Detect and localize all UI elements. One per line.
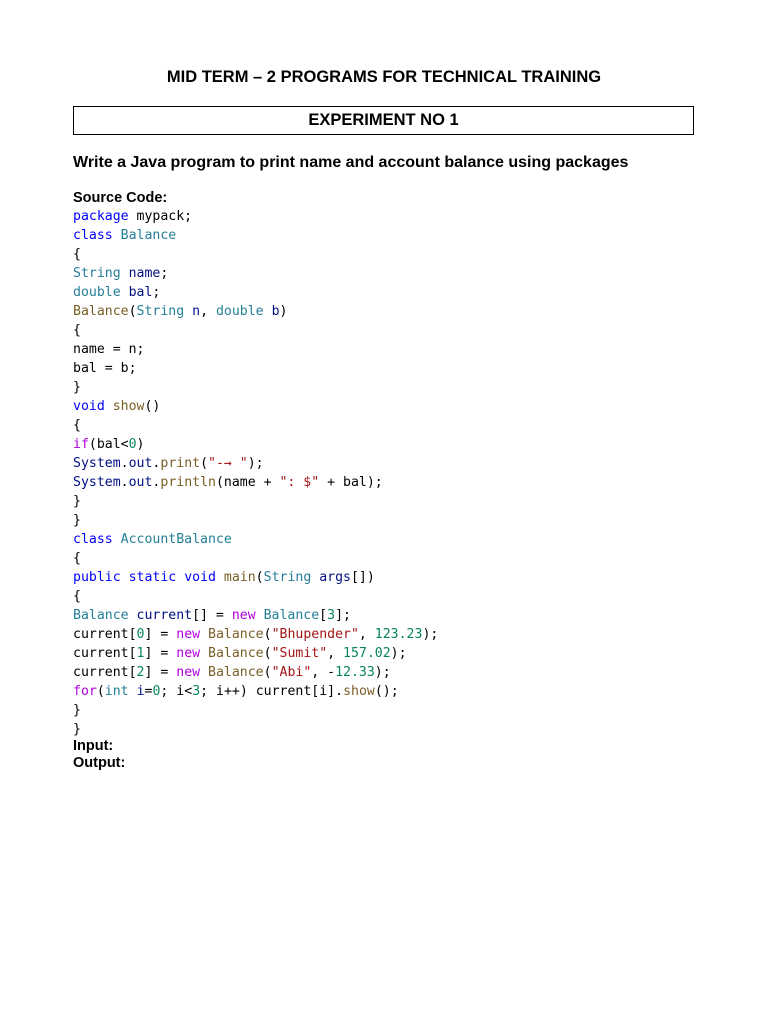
code-line	[73, 283, 438, 302]
code-token: [	[319, 608, 328, 623]
code-token: );	[422, 627, 439, 642]
code-token: [])	[350, 570, 375, 585]
code-line	[73, 530, 438, 549]
code-token: ,	[327, 646, 344, 661]
code-line	[73, 644, 438, 663]
code-token: current[	[73, 646, 137, 661]
code-line	[73, 549, 438, 568]
code-token: (	[96, 684, 105, 699]
code-line	[73, 606, 438, 625]
code-token: (bal<	[88, 437, 129, 452]
code-line	[73, 492, 438, 511]
code-token: bal	[128, 285, 153, 300]
input-label: Input:	[73, 738, 114, 754]
code-line	[73, 226, 438, 245]
code-token: }	[73, 703, 81, 718]
code-token: (	[200, 456, 209, 471]
code-token: println	[160, 475, 216, 490]
code-token: current[	[73, 665, 137, 680]
code-token: Balance	[208, 665, 264, 680]
code-token: int	[104, 684, 129, 699]
code-token: String	[136, 304, 185, 319]
code-token: main	[223, 570, 256, 585]
code-token: =	[144, 684, 153, 699]
code-line	[73, 587, 438, 606]
code-token: .	[152, 456, 161, 471]
code-token: 0	[128, 437, 137, 452]
code-token: )	[136, 437, 145, 452]
code-token: for	[73, 684, 97, 699]
code-block	[73, 207, 438, 739]
code-line	[73, 359, 438, 378]
code-token: ,	[358, 627, 375, 642]
code-token: ,	[200, 304, 216, 319]
code-token: ;	[160, 266, 169, 281]
code-token: .	[120, 475, 129, 490]
code-token: args	[319, 570, 351, 585]
code-token: package	[73, 209, 129, 224]
code-token: ; i++) current[i].	[200, 684, 344, 699]
code-token: new	[176, 646, 201, 661]
code-token: (name +	[215, 475, 280, 490]
code-token: );	[390, 646, 407, 661]
code-token	[113, 228, 121, 243]
code-token: 12.33	[335, 665, 375, 680]
code-token: ] =	[144, 646, 177, 661]
code-token: 0	[136, 627, 145, 642]
code-token	[216, 570, 224, 585]
code-token: );	[247, 456, 264, 471]
code-token: class	[73, 532, 113, 547]
code-token: (	[263, 646, 272, 661]
experiment-heading-box	[73, 106, 694, 135]
code-token: "Abi"	[271, 665, 312, 680]
code-token	[176, 570, 184, 585]
code-token: void	[184, 570, 216, 585]
code-token: 3	[327, 608, 336, 623]
code-line	[73, 321, 438, 340]
code-token: "-→ "	[208, 456, 248, 471]
code-token: if	[73, 437, 89, 452]
code-token: {	[73, 323, 81, 338]
code-token: bal = b;	[73, 361, 137, 376]
code-token: .	[152, 475, 161, 490]
code-token: n	[192, 304, 201, 319]
code-token	[121, 285, 129, 300]
code-token: , -	[311, 665, 336, 680]
code-token: {	[73, 589, 81, 604]
code-token: new	[176, 627, 201, 642]
code-token	[113, 532, 121, 547]
code-token: );	[374, 665, 391, 680]
code-line	[73, 264, 438, 283]
code-token	[200, 646, 208, 661]
code-token: name	[128, 266, 161, 281]
code-line	[73, 340, 438, 359]
code-token: show	[343, 684, 375, 699]
code-token: show	[112, 399, 145, 414]
output-label: Output:	[73, 755, 126, 771]
code-token: Balance	[208, 646, 264, 661]
code-token: new	[231, 608, 256, 623]
code-token: Balance	[120, 228, 177, 243]
code-line	[73, 720, 438, 739]
code-token	[129, 608, 137, 623]
code-token: current[	[73, 627, 137, 642]
code-token: }	[73, 380, 81, 395]
code-token: )	[279, 304, 288, 319]
code-line	[73, 378, 438, 397]
code-token: ; i<	[160, 684, 193, 699]
code-token: double	[73, 285, 121, 300]
code-token	[121, 570, 129, 585]
code-token	[200, 665, 208, 680]
code-token: new	[176, 665, 201, 680]
code-token: name = n;	[73, 342, 145, 357]
code-line	[73, 397, 438, 416]
code-token	[121, 266, 129, 281]
code-line	[73, 682, 438, 701]
code-token: print	[160, 456, 201, 471]
code-token: public	[73, 570, 121, 585]
code-token: }	[73, 722, 81, 737]
code-token: void	[73, 399, 105, 414]
code-token: 157.02	[343, 646, 391, 661]
code-token: 123.23	[374, 627, 423, 642]
code-token	[200, 627, 208, 642]
code-token: b	[271, 304, 280, 319]
code-token: 1	[136, 646, 145, 661]
code-token: Balance	[73, 608, 129, 623]
code-token: AccountBalance	[120, 532, 232, 547]
code-token: ] =	[144, 627, 177, 642]
code-line	[73, 701, 438, 720]
code-token: (	[263, 665, 272, 680]
document-title: MID TERM – 2 PROGRAMS FOR TECHNICAL TRAINING	[166, 68, 602, 86]
code-token: ": $"	[279, 475, 320, 490]
code-token: out	[128, 475, 153, 490]
code-token	[129, 684, 137, 699]
code-token: Balance	[263, 608, 320, 623]
code-token: (	[263, 627, 272, 642]
code-token: ] =	[144, 665, 177, 680]
code-token: ];	[335, 608, 351, 623]
question-text: Write a Java program to print name and account balance using packages	[73, 154, 629, 171]
code-token: System	[73, 475, 121, 490]
code-token	[184, 304, 192, 319]
code-token: static	[128, 570, 177, 585]
code-token: .	[120, 456, 129, 471]
code-token: String	[73, 266, 121, 281]
code-token: 2	[136, 665, 145, 680]
code-token: {	[73, 418, 81, 433]
code-line	[73, 663, 438, 682]
code-token: "Sumit"	[271, 646, 328, 661]
code-token: "Bhupender"	[271, 627, 359, 642]
code-token: {	[73, 551, 81, 566]
code-token: String	[263, 570, 312, 585]
code-token: + bal);	[319, 475, 383, 490]
code-token: ();	[374, 684, 399, 699]
code-token: ()	[144, 399, 161, 414]
code-line	[73, 473, 438, 492]
code-line	[73, 625, 438, 644]
code-token: i	[136, 684, 145, 699]
code-token: mypack;	[128, 209, 193, 224]
code-token: System	[73, 456, 121, 471]
code-token: current	[136, 608, 193, 623]
code-line	[73, 435, 438, 454]
code-line	[73, 454, 438, 473]
code-token: Balance	[73, 304, 129, 319]
code-line	[73, 511, 438, 530]
code-token: ;	[152, 285, 161, 300]
code-token	[256, 608, 264, 623]
code-line	[73, 416, 438, 435]
code-token: out	[128, 456, 153, 471]
code-token: }	[73, 513, 81, 528]
code-token	[105, 399, 113, 414]
code-token: double	[215, 304, 264, 319]
code-line	[73, 245, 438, 264]
code-token: (	[128, 304, 137, 319]
code-token	[264, 304, 272, 319]
code-token: (	[255, 570, 264, 585]
code-line	[73, 568, 438, 587]
source-code-label: Source Code:	[73, 190, 168, 206]
code-token: [] =	[192, 608, 232, 623]
code-line	[73, 207, 438, 226]
code-line	[73, 302, 438, 321]
code-token: }	[73, 494, 81, 509]
code-token: 0	[152, 684, 161, 699]
code-token: class	[73, 228, 113, 243]
experiment-heading: EXPERIMENT NO 1	[308, 111, 459, 129]
code-token: Balance	[208, 627, 264, 642]
code-token: {	[73, 247, 81, 262]
code-token: 3	[192, 684, 201, 699]
